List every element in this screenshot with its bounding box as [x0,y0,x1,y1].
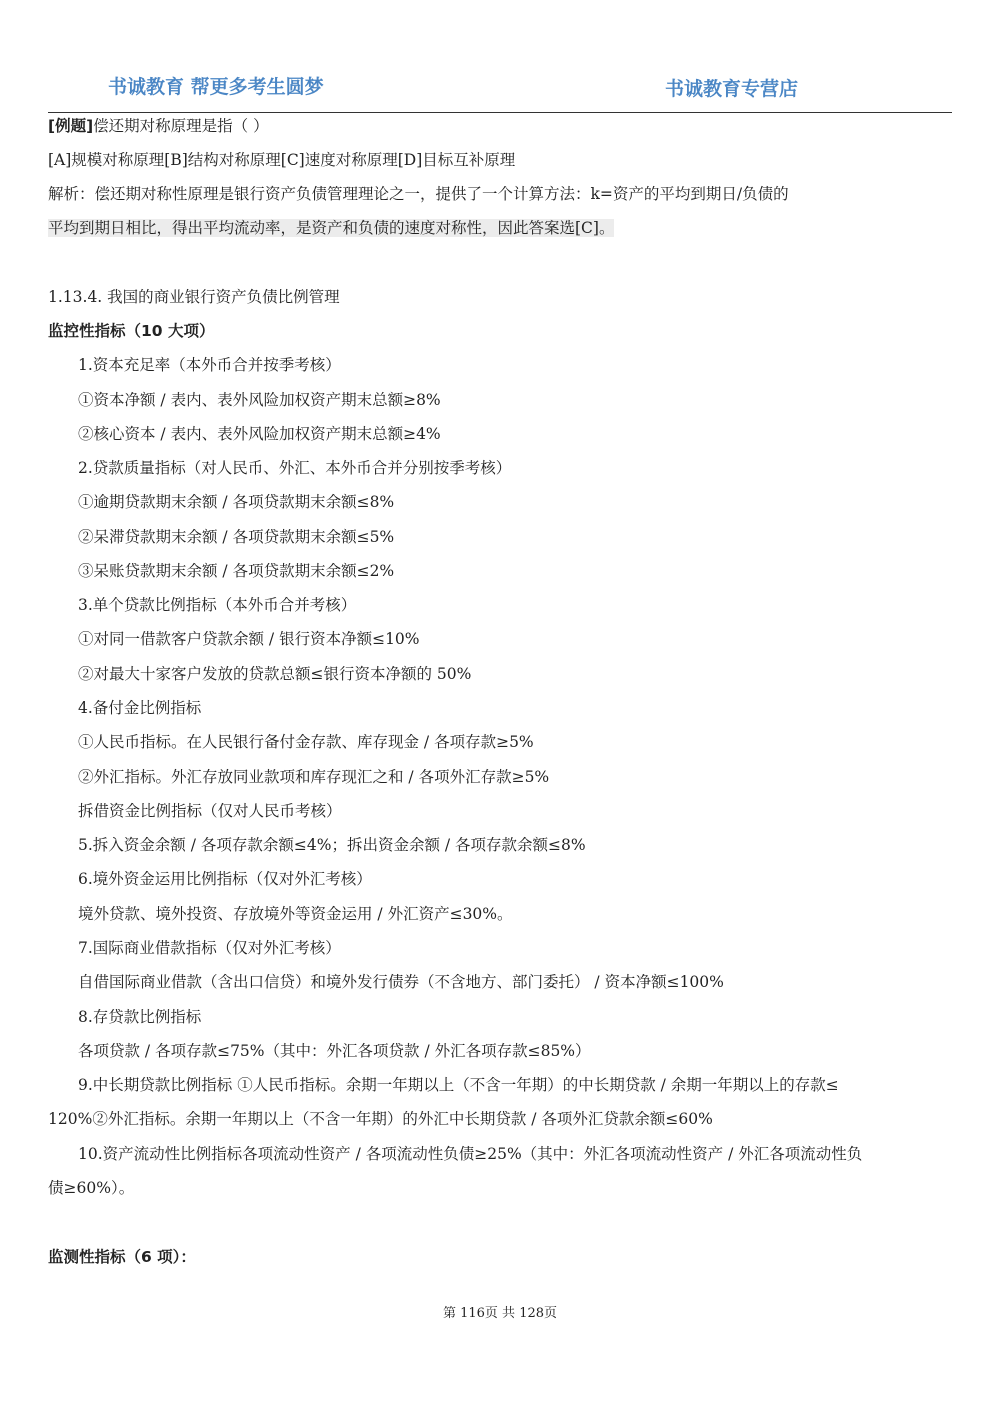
item9-line-1: 9.中长期贷款比例指标 ①人民币指标。余期一年期以上（不含一年期）的中长期贷款 / 余期一年期以上的存款≤ [78,1076,839,1094]
indicator-line: ①资本净额 / 表内、表外风险加权资产期末总额≥8% [78,391,441,409]
indicator-line: 7.国际商业借款指标（仅对外汇考核） [78,939,341,957]
indicator-line: 6.境外资金运用比例指标（仅对外汇考核） [78,870,372,888]
section-title: 1.13.4. 我国的商业银行资产负债比例管理 [48,288,340,306]
example-analysis-line-2 [48,217,614,239]
indicator-line: ②核心资本 / 表内、表外风险加权资产期末总额≥4% [78,425,441,443]
page-header [0,0,1000,114]
indicator-line: ②外汇指标。外汇存放同业款项和库存现汇之和 / 各项外汇存款≥5% [78,768,550,786]
example-question-line [48,115,269,137]
header-right-text: 书诚教育专营店 [665,78,799,100]
indicator-line: 3.单个贷款比例指标（本外币合并考核） [78,596,357,614]
indicator-line: 2.贷款质量指标（对人民币、外汇、本外币合并分别按季考核） [78,459,512,477]
item10-line-1: 10.资产流动性比例指标各项流动性资产 / 各项流动性负债≥25%（其中：外汇各项流动性资产 / 外汇各项流动性负 [78,1145,863,1163]
indicator-line: 5.拆入资金余额 / 各项存款余额≤4%；拆出资金余额 / 各项存款余额≤8% [78,836,586,854]
indicator-line: ①对同一借款客户贷款余额 / 银行资本净额≤10% [78,630,420,648]
item9-line-2: 120%②外汇指标。余期一年期以上（不含一年期）的外汇中长期贷款 / 各项外汇贷款余额≤60% [48,1110,713,1128]
monitoring-indicators-heading: 监测性指标（6 项）： [48,1248,196,1266]
indicator-line: ②呆滞贷款期末余额 / 各项贷款期末余额≤5% [78,528,395,546]
example-analysis-line-1: 解析：偿还期对称性原理是银行资产负债管理理论之一，提供了一个计算方法：k=资产的平均到期日/负债的 [48,185,789,203]
indicator-line: 8.存贷款比例指标 [78,1008,202,1026]
example-question: 偿还期对称原理是指（ ） [93,117,269,135]
indicator-line: ③呆账贷款期末余额 / 各项贷款期末余额≤2% [78,562,395,580]
header-divider [48,112,952,113]
indicator-line: 各项贷款 / 各项存款≤75%（其中：外汇各项贷款 / 外汇各项存款≤85%） [78,1042,591,1060]
indicator-line: ②对最大十家客户发放的贷款总额≤银行资本净额的 50% [78,665,472,683]
page-footer: 第 116页 共 128页 [442,1306,558,1321]
indicator-line: ①逾期贷款期末余额 / 各项贷款期末余额≤8% [78,493,395,511]
indicator-line: 境外贷款、境外投资、存放境外等资金运用 / 外汇资产≤30%。 [78,905,513,923]
example-analysis-highlight: 平均到期日相比，得出平均流动率，是资产和负债的速度对称性，因此答案选[C]。 [48,219,615,237]
header-left-text: 书诚教育 帮更多考生圆梦 [108,76,324,98]
indicator-line: 1.资本充足率（本外币合并按季考核） [78,356,341,374]
indicator-line: 4.备付金比例指标 [78,699,202,717]
indicator-line: 拆借资金比例指标（仅对人民币考核） [78,802,342,820]
example-options: [A]规模对称原理[B]结构对称原理[C]速度对称原理[D]目标互补原理 [48,151,516,169]
indicator-line: ①人民币指标。在人民银行备付金存款、库存现金 / 各项存款≥5% [78,733,534,751]
indicator-line: 自借国际商业借款（含出口信贷）和境外发行债券（不含地方、部门委托） / 资本净额≤100% [78,973,724,991]
example-tag: [例题] [48,117,94,135]
item10-line-2: 债≥60%）。 [48,1179,135,1197]
monitor-indicators-heading: 监控性指标（10 大项） [48,322,215,340]
